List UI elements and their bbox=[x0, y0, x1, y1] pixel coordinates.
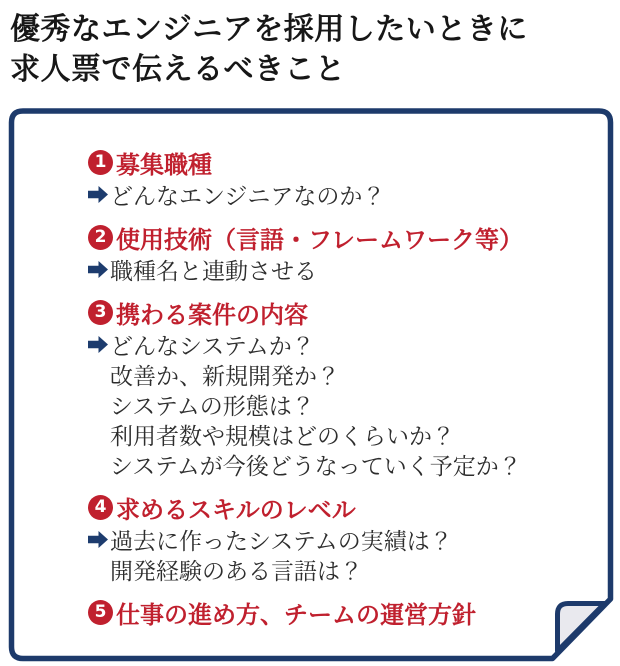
right-arrow-icon bbox=[88, 186, 108, 203]
right-arrow-icon bbox=[88, 336, 108, 353]
point-text: 開発経験のある言語は？ bbox=[110, 558, 363, 585]
right-arrow-icon bbox=[88, 261, 108, 278]
point-row bbox=[88, 329, 578, 359]
section-heading bbox=[88, 146, 578, 179]
section-heading bbox=[88, 296, 578, 329]
section-heading bbox=[88, 221, 578, 254]
point-row bbox=[88, 254, 578, 284]
number-badge-5-icon: 5 bbox=[88, 600, 113, 625]
section-heading bbox=[88, 596, 578, 629]
arrow-slot bbox=[88, 336, 110, 353]
section-project-details bbox=[88, 296, 578, 479]
point-text: 職種名と連動させる bbox=[110, 258, 317, 285]
right-arrow-icon bbox=[88, 531, 108, 548]
number-badge-4-icon: 4 bbox=[88, 495, 113, 520]
point-row bbox=[88, 554, 578, 584]
section-heading-text: 携わる案件の内容 bbox=[116, 301, 308, 329]
arrow-slot bbox=[88, 261, 110, 278]
number-badge-1-icon: 1 bbox=[88, 150, 113, 175]
point-row bbox=[88, 449, 578, 479]
number-badge-3-icon: 3 bbox=[88, 300, 113, 325]
point-row bbox=[88, 179, 578, 209]
point-text: システムの形態は？ bbox=[110, 393, 315, 420]
point-row bbox=[88, 389, 578, 419]
section-skill-level bbox=[88, 491, 578, 584]
section-team-policy bbox=[88, 596, 578, 629]
section-recruiting-role bbox=[88, 146, 578, 209]
point-text: 改善か、新規開発か？ bbox=[110, 363, 340, 390]
point-row bbox=[88, 524, 578, 554]
section-heading-text: 仕事の進め方、チームの運営方針 bbox=[116, 601, 476, 629]
title-line-2: 求人票で伝えるべきこと bbox=[10, 52, 346, 87]
section-heading-text: 募集職種 bbox=[116, 151, 212, 179]
section-heading-text: 使用技術（言語・フレームワーク等） bbox=[116, 226, 524, 254]
section-heading-text: 求めるスキルのレベル bbox=[116, 496, 356, 524]
point-text: どんなエンジニアなのか？ bbox=[110, 183, 386, 210]
point-text: どんなシステムか？ bbox=[110, 333, 315, 360]
number-badge-2-icon: 2 bbox=[88, 225, 113, 250]
arrow-slot bbox=[88, 186, 110, 203]
section-heading bbox=[88, 491, 578, 524]
arrow-slot bbox=[88, 531, 110, 548]
point-text: 過去に作ったシステムの実績は？ bbox=[110, 528, 453, 555]
title-line-1: 優秀なエンジニアを採用したいときに bbox=[10, 12, 528, 47]
section-technologies bbox=[88, 221, 578, 284]
point-text: システムが今後どうなっていく予定か？ bbox=[110, 453, 522, 480]
point-row bbox=[88, 359, 578, 389]
point-row bbox=[88, 419, 578, 449]
point-text: 利用者数や規模はどのくらいか？ bbox=[110, 423, 455, 450]
panel-content bbox=[88, 146, 578, 641]
